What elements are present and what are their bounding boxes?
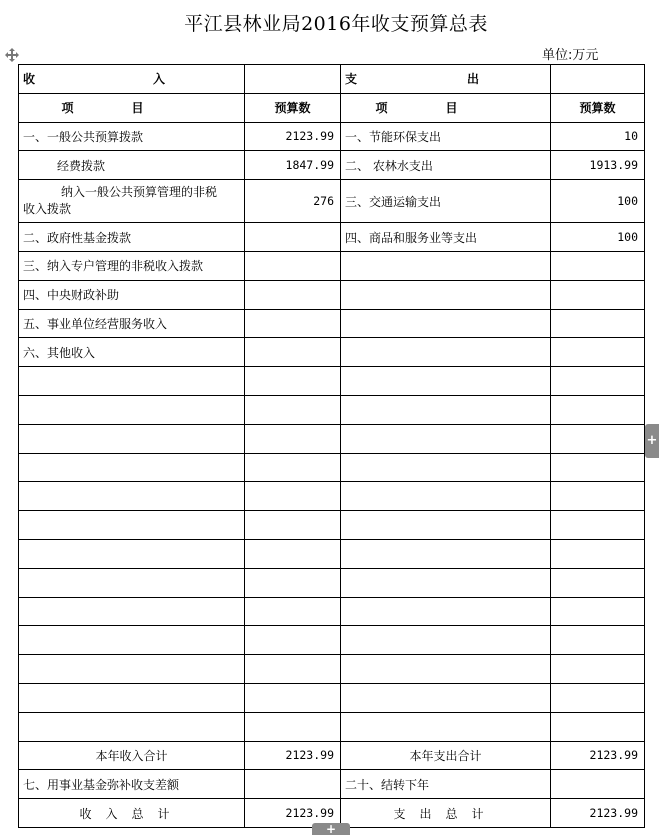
empty-row [19,539,645,568]
empty-cell [19,655,245,684]
income-item: 六、其他收入 [19,338,245,367]
empty-cell [341,712,551,741]
empty-cell [19,597,245,626]
grand-income-label-text: 收入总计 [79,806,184,821]
empty-cell [245,482,341,511]
expense-item-header [341,93,551,122]
expense-amount [551,338,645,367]
empty-cell [341,453,551,482]
grand-expense-label-text: 支出总计 [393,806,498,821]
income-item: 五、事业单位经营服务收入 [19,309,245,338]
empty-cell [19,626,245,655]
empty-cell [341,482,551,511]
empty-cell [551,539,645,568]
empty-cell [19,683,245,712]
expense-item [341,251,551,280]
empty-cell [551,770,645,799]
empty-row [19,453,645,482]
unit-label: 单位:万元 [542,48,599,63]
empty-cell [245,395,341,424]
expense-amount: 100 [551,223,645,252]
table-header-row [19,65,645,94]
empty-cell [551,453,645,482]
expense-amount [551,309,645,338]
expense-item: 三、交通运输支出 [341,180,551,223]
empty-row [19,683,645,712]
empty-cell [245,597,341,626]
table-row [19,251,645,280]
table-row [19,309,645,338]
reserve-label: 七、用事业基金弥补收支差额 [19,770,245,799]
empty-row [19,482,645,511]
year-expense-total-label: 本年支出合计 [341,741,551,770]
empty-cell [551,568,645,597]
empty-cell [341,597,551,626]
income-item-line1: 纳入一般公共预算管理的非税 [61,185,218,200]
empty-cell [245,712,341,741]
year-income-total: 2123.99 [245,741,341,770]
table-row [19,151,645,180]
empty-cell [341,655,551,684]
income-amount [245,251,341,280]
empty-cell [19,712,245,741]
empty-cell [341,424,551,453]
add-column-button[interactable]: + [645,424,659,458]
expense-amount: 1913.99 [551,151,645,180]
income-header-text: 收入 [23,72,284,87]
empty-cell [19,424,245,453]
income-item-line2: 收入拨款 [23,202,72,217]
empty-row [19,395,645,424]
empty-cell [19,395,245,424]
income-amount [245,309,341,338]
table-row [19,338,645,367]
income-amount: 276 [245,180,341,223]
expense-item [341,338,551,367]
expense-amount [551,251,645,280]
empty-cell [551,655,645,684]
income-item: 四、中央财政补助 [19,280,245,309]
table-row [19,180,645,223]
income-item: 经费拨款 [19,151,245,180]
empty-row [19,511,645,540]
empty-cell [551,511,645,540]
year-expense-total: 2123.99 [551,741,645,770]
empty-cell [19,367,245,396]
expense-item: 一、节能环保支出 [341,122,551,151]
table-row [19,223,645,252]
grand-expense-label [341,799,551,828]
empty-cell [551,683,645,712]
empty-row [19,626,645,655]
income-budget-header: 预算数 [245,93,341,122]
income-item: 三、纳入专户管理的非税收入拨款 [19,251,245,280]
table-row [19,122,645,151]
expense-item: 四、商品和服务业等支出 [341,223,551,252]
expense-amount: 10 [551,122,645,151]
income-amount: 1847.99 [245,151,341,180]
income-amount [245,280,341,309]
adjustment-row [19,770,645,799]
empty-cell [551,395,645,424]
income-item-label: 项目 [61,101,202,116]
expense-budget-header: 预算数 [551,93,645,122]
income-amount [245,223,341,252]
income-section-header [19,65,284,94]
carry-label: 二十、结转下年 [341,770,551,799]
income-item-header [19,93,245,122]
budget-summary-table [18,64,645,828]
empty-cell [341,539,551,568]
year-total-row [19,741,645,770]
empty-row [19,712,645,741]
expense-item [341,280,551,309]
empty-row [19,655,645,684]
empty-row [19,597,645,626]
expense-amount: 100 [551,180,645,223]
empty-cell [551,482,645,511]
empty-cell [341,395,551,424]
empty-cell [551,712,645,741]
empty-cell [245,539,341,568]
empty-cell [245,367,341,396]
empty-cell [19,568,245,597]
empty-cell [19,482,245,511]
expense-item-label: 项目 [375,101,516,116]
expense-amount [551,280,645,309]
year-income-total-label: 本年收入合计 [19,741,245,770]
table-row [19,280,645,309]
empty-cell [245,453,341,482]
add-row-button[interactable]: + [312,823,350,835]
empty-cell [19,539,245,568]
empty-row [19,568,645,597]
empty-cell [245,511,341,540]
expense-item [341,309,551,338]
empty-cell [245,424,341,453]
empty-cell [341,367,551,396]
empty-cell [551,367,645,396]
empty-row [19,367,645,396]
expense-header-text: 支出 [345,72,590,87]
empty-cell [551,626,645,655]
document-title: 平江县林业局2016年收支预算总表 [184,13,488,35]
empty-cell [19,511,245,540]
empty-row [19,424,645,453]
empty-cell [245,770,341,799]
income-item [19,180,245,223]
income-amount [245,338,341,367]
expense-section-header [341,65,590,94]
expense-item: 二、 农林水支出 [341,151,551,180]
empty-cell [19,453,245,482]
empty-cell [245,626,341,655]
income-amount: 2123.99 [245,122,341,151]
income-item: 二、政府性基金拨款 [19,223,245,252]
empty-cell [551,597,645,626]
income-item: 一、一般公共预算拨款 [19,122,245,151]
empty-cell [341,511,551,540]
empty-cell [245,683,341,712]
empty-cell [341,683,551,712]
column-header-row [19,93,645,122]
table-move-handle-icon[interactable] [4,47,20,63]
empty-cell [341,568,551,597]
empty-cell [245,655,341,684]
empty-cell [551,424,645,453]
grand-income-total: 2123.99 [245,799,341,828]
empty-cell [341,626,551,655]
empty-cell [245,568,341,597]
grand-income-label [19,799,245,828]
grand-expense-total: 2123.99 [551,799,645,828]
